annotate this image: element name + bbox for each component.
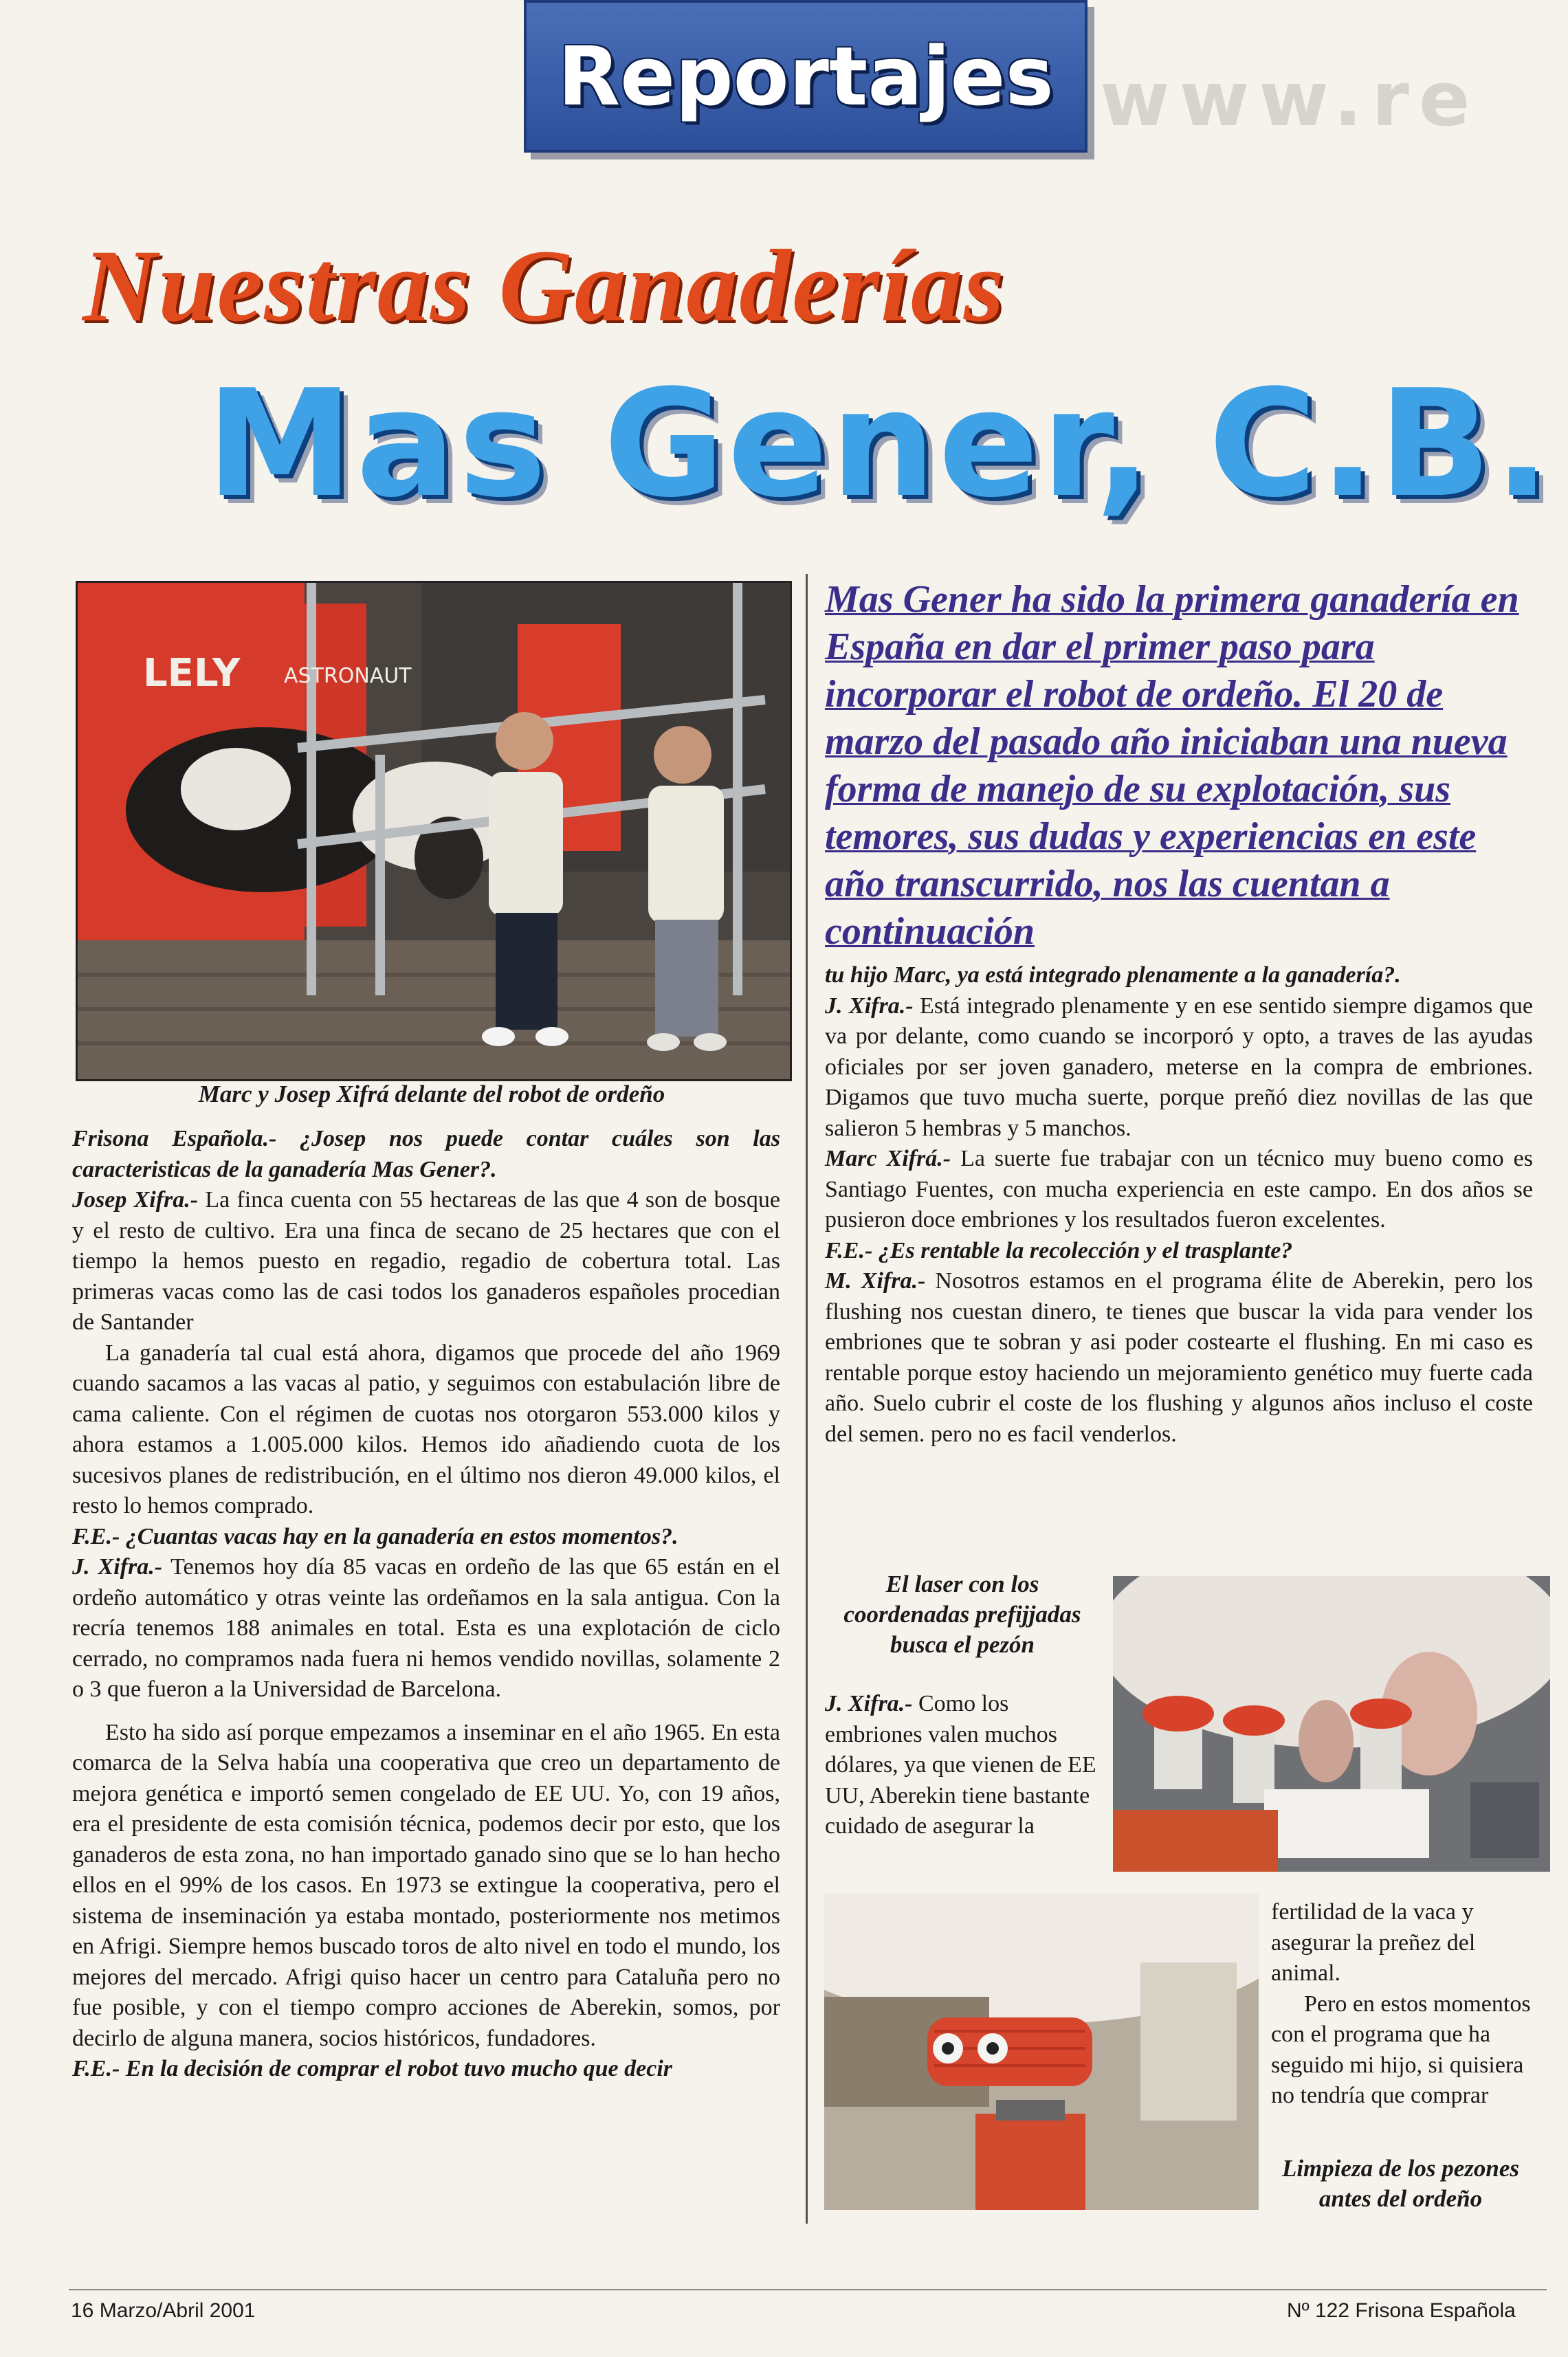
brush-illustration: [824, 1894, 1259, 2210]
robot-photo: [76, 581, 792, 1081]
footer-rule: [69, 2289, 1547, 2290]
paragraph: M. Xifra.- Nosotros estamos en el programa élite de Aberekin, pero los flushing nos cuestan dinero, te tienes que buscar la vida para vender los embriones que te sobran y asi poder costearte el flushing. En mi caso es rentable porque estoy haciendo un mejoramiento genético muy fuerte cada año. Suelo cubrir el coste de los flushing y algunos años incluso el coste del semen. pero no es facil venderlos.: [825, 1268, 1533, 1447]
robot-photo-caption: Marc y Josep Xifrá delante del robot de ordeño: [198, 1081, 665, 1107]
paragraph: J. Xifra.- Está integrado plenamente y en ese sentido siempre digamos que va por delante, como cuando se incorporó y opto, a traves de las ayudas oficiales por ser joven ganadero, meterse en la compra de embriones. Digamos que tuvo mucha suerte, porque preñó diez novillas de las que salieron 5 hembras y 5 manchos.: [825, 993, 1534, 1141]
right-lower-text-a: J. Xifra.- Como los embriones valen muchos dólares, ya que vienen de EE UU, Aberekin tiene bastante cuidado de asegurar la: [825, 1691, 1096, 1839]
paragraph: La ganadería tal cual está ahora, digamos que procede del año 1969 cuando sacamos a las vacas al patio, y seguimos con estabulación libre de cama caliente. Con el régimen de cuotas nos otorgaron 553.000 kilos y ahora estamos a 1.005.000 kilos. Hemos ido añadiendo cuota de los sucesivos planes de redistribución, en el último nos dieron 49.000 kilos, el resto lo hemos comprado.: [72, 1340, 780, 1518]
intro-standfirst: Mas Gener ha sido la primera ganadería en España en dar el primer paso para incorporar el robot de ordeño. El 20 de marzo del pasado año iniciaban una nueva forma de manejo de su explotación, sus temores, sus dudas y experiencias en este año transcurrido, nos las cuentan a continuación: [825, 578, 1519, 953]
issue-label: Nº 122 Frisona Española: [1287, 2299, 1516, 2322]
paragraph: Josep Xifra.- La finca cuenta con 55 hectareas de las que 4 son de bosque y el resto de cultivo. Era una finca de secano de 25 hectares que con el tiempo la hemos puesto en regadio, regadio de cobertura total. Las primeras vacas como las de casi todos los ganaderos españoles procedian de Santander: [72, 1187, 780, 1335]
laser-photo-caption: El laser con los coordenadas prefijjadas busca el pezón: [843, 1571, 1081, 1658]
paragraph: F.E.- ¿Es rentable la recolección y el trasplante?: [825, 1237, 1293, 1263]
brand-label: LELY: [143, 651, 241, 696]
page-number-date: 16 Marzo/Abril 2001: [71, 2299, 256, 2322]
paragraph: Esto ha sido así porque empezamos a inseminar en el año 1965. En esta comarca de la Selva había una cooperativa que creo un departamento de mejora genética e importó semen congelado de EE UU. Yo, con 19 años, era el presidente de esta comisión técnica, podemos decir por esto, que los ganaderos de esta zona, no han importado ganado sino que se lo han hecho ellos en el 99% de los casos. En 1973 se extingue la cooperativa, pero el sistema de inseminación ya estaba montado, posteriormente nos metimos en Afrigi. Siempre hemos buscado toros de alto nivel en todo el mundo, los mejores del mercado. Afrigi quiso hacer un centro para Cataluña pero no fue posible, y con el tiempo compro acciones de Aberekin, somos, por decirlo de alguna manera, socios históricos, fundadores.: [72, 1719, 780, 2051]
column-divider: [806, 574, 808, 2224]
model-label: ASTRONAUT: [284, 664, 412, 688]
article-title: Mas Gener, C.B.: [206, 357, 1553, 530]
right-column: [825, 960, 1533, 1450]
udder-illustration: [1113, 1576, 1550, 1872]
udder-photo: [1113, 1576, 1550, 1872]
brush-photo-caption: Limpieza de los pezones antes del ordeño: [1281, 2155, 1520, 2212]
brush-photo: [824, 1894, 1259, 2210]
right-lower-text-b: fertilidad de la vaca y asegurar la preñez del animal. Pero en estos momentos con el programa que ha seguido mi hijo, si quisiera no tendría que comprar: [1271, 1899, 1531, 2108]
paragraph: tu hijo Marc, ya está integrado plenamente a la ganadería?.: [825, 962, 1401, 988]
background-url-watermark: www.re: [1100, 55, 1480, 143]
left-column: [72, 1124, 780, 2085]
section-tab: [524, 0, 1087, 153]
section-label: Reportajes: [557, 29, 1054, 124]
paragraph: F.E.- En la decisión de comprar el robot tuvo mucho que decir: [72, 2056, 673, 2081]
kicker-title: Nuestras Ganaderías: [82, 229, 1006, 343]
robot-illustration: [78, 583, 790, 1079]
paragraph: J. Xifra.- Tenemos hoy día 85 vacas en ordeño de las que 65 están en el ordeño automático y otras veinte las ordeñamos en la sala antigua. Con la recría tenemos 188 animales en total. Esta es una explotación de ciclo cerrado, no compramos nada fuera ni hemos vendido novillas, solamente 2 o 3 que fueron a la Universidad de Barcelona.: [72, 1554, 780, 1702]
paragraph: Marc Xifrá.- La suerte fue trabajar con un técnico muy bueno como es Santiago Fuentes, con mucha experiencia en este campo. En dos años se pusieron doce embriones y los resultados fueron excelentes.: [825, 1146, 1533, 1232]
paragraph: Frisona Española.- ¿Josep nos puede contar cuáles son las caracteristicas de la ganadería Mas Gener?.: [72, 1126, 780, 1182]
paragraph: F.E.- ¿Cuantas vacas hay en la ganadería en estos momentos?.: [72, 1523, 678, 1549]
